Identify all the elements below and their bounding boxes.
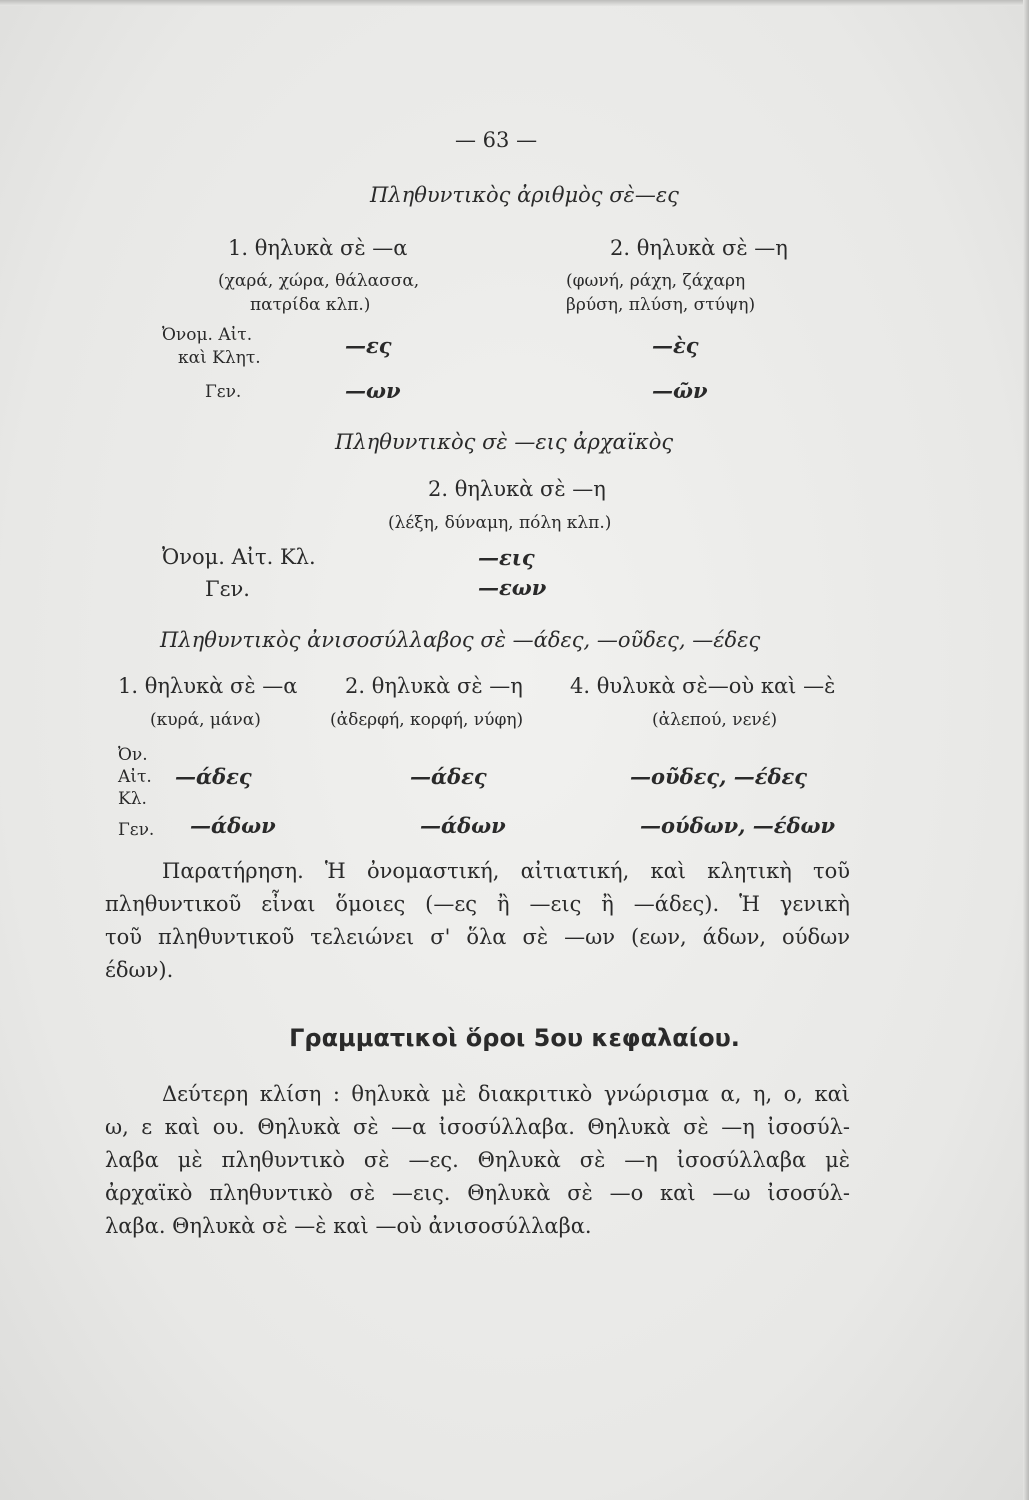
section1-row2-label: Γεν. bbox=[205, 382, 242, 402]
section2-col-examples: (λέξη, δύναμη, πόλη κλπ.) bbox=[388, 513, 612, 533]
section3-col2-title: 2. θηλυκὰ σὲ —η bbox=[345, 674, 523, 698]
note-line: Παρατήρηση. Ἡ ὀνομαστική, αἰτιατική, καὶ κλητικὴ τοῦ bbox=[162, 859, 850, 883]
section2-title: Πληθυντικὸς σὲ —εις ἀρχαϊκὸς bbox=[335, 430, 674, 454]
section1-col2-examples-1: (φωνή, ράχη, ζάχαρη bbox=[566, 271, 746, 291]
section3-title: Πληθυντικὸς ἀνισοσύλλαβος σὲ —άδες, —οῦδες, —έδες bbox=[160, 628, 761, 652]
section1-row1-label-2: καὶ Κλητ. bbox=[178, 348, 261, 368]
section2-row2-value: —εων bbox=[478, 575, 547, 600]
summary-line: λαβα. Θηλυκὰ σὲ —ὲ καὶ —οὺ ἀνισοσύλλαβα. bbox=[105, 1214, 592, 1238]
section1-row2-col1: —ων bbox=[345, 378, 401, 403]
summary-line: ω, ε καὶ ου. Θηλυκὰ σὲ —α ἰσοσύλλαβα. Θηλυκὰ σὲ —η ἰσοσύλ- bbox=[105, 1115, 850, 1139]
summary-line: ἀρχαϊκὸ πληθυντικὸ σὲ —εις. Θηλυκὰ σὲ —ο καὶ —ω ἰσοσύλ- bbox=[105, 1181, 850, 1205]
summary-paragraph bbox=[105, 1078, 850, 1243]
section3-col2-examples: (ἀδερφή, κορφή, νύφη) bbox=[330, 710, 524, 730]
section3-col3-examples: (ἀλεπού, νενέ) bbox=[652, 710, 778, 730]
section3-nom-col1: —άδες bbox=[175, 764, 252, 789]
section1-row1-col2: —ὲς bbox=[652, 333, 699, 358]
section2-col-title: 2. θηλυκὰ σὲ —η bbox=[428, 477, 606, 501]
note-line: τοῦ πληθυντικοῦ τελειώνει σ' ὅλα σὲ —ων (εων, άδων, ούδων bbox=[105, 925, 850, 949]
note-paragraph bbox=[105, 855, 850, 987]
section1-row1-label-1: Ὀνομ. Αἰτ. bbox=[162, 325, 253, 345]
section1-row2-col2: —ῶν bbox=[652, 378, 708, 403]
page-right-edge bbox=[1023, 0, 1029, 1500]
section1-title: Πληθυντικὸς ἀριθμὸς σὲ—ες bbox=[370, 183, 679, 207]
section3-label-kl: Κλ. bbox=[118, 789, 147, 809]
section3-col1-examples: (κυρά, μάνα) bbox=[150, 710, 261, 730]
section1-col2-title: 2. θηλυκὰ σὲ —η bbox=[610, 236, 788, 260]
section1-col1-title: 1. θηλυκὰ σὲ —α bbox=[228, 236, 408, 260]
section3-col3-title: 4. θυλυκὰ σὲ—οὺ καὶ —ὲ bbox=[570, 674, 836, 698]
section1-row1-col1: —ες bbox=[345, 333, 392, 358]
summary-line: Δεύτερη κλίση : θηλυκὰ μὲ διακριτικὸ γνώρισμα α, η, ο, καὶ bbox=[162, 1082, 850, 1106]
section3-label-gen: Γεν. bbox=[118, 820, 155, 840]
note-line: έδων). bbox=[105, 958, 174, 982]
section3-nom-col2: —άδες bbox=[410, 764, 487, 789]
section1-col1-examples-1: (χαρά, χώρα, θάλασσα, bbox=[218, 271, 420, 291]
section3-label-on: Ὀν. bbox=[118, 745, 148, 765]
summary-line: λαβα μὲ πληθυντικὸ σὲ —ες. Θηλυκὰ σὲ —η ἰσοσύλλαβα μὲ bbox=[105, 1148, 850, 1172]
section3-gen-col1: —άδων bbox=[190, 813, 276, 838]
section2-row1-value: —εις bbox=[478, 545, 535, 570]
page-number: — 63 — bbox=[455, 128, 538, 152]
section1-col1-examples-2: πατρίδα κλπ.) bbox=[250, 295, 371, 315]
note-line: πληθυντικοῦ εἶναι ὅμοιες (—ες ἢ —εις ἢ —άδες). Ἡ γενικὴ bbox=[105, 892, 850, 916]
section3-gen-col2: —άδων bbox=[420, 813, 506, 838]
section-heading: Γραμματικοὶ ὅροι 5ου κεφαλαίου. bbox=[289, 1024, 740, 1052]
section2-row1-label: Ὀνομ. Αἰτ. Κλ. bbox=[162, 545, 316, 569]
section2-row2-label: Γεν. bbox=[205, 577, 250, 601]
section3-nom-col3: —οῦδες, —έδες bbox=[630, 764, 808, 789]
page-top-edge bbox=[0, 0, 1029, 6]
section3-col1-title: 1. θηλυκὰ σὲ —α bbox=[118, 674, 298, 698]
section1-col2-examples-2: βρύση, πλύση, στύψη) bbox=[566, 295, 756, 315]
section3-label-ait: Αἰτ. bbox=[118, 767, 152, 787]
section3-gen-col3: —ούδων, —έδων bbox=[640, 813, 836, 838]
